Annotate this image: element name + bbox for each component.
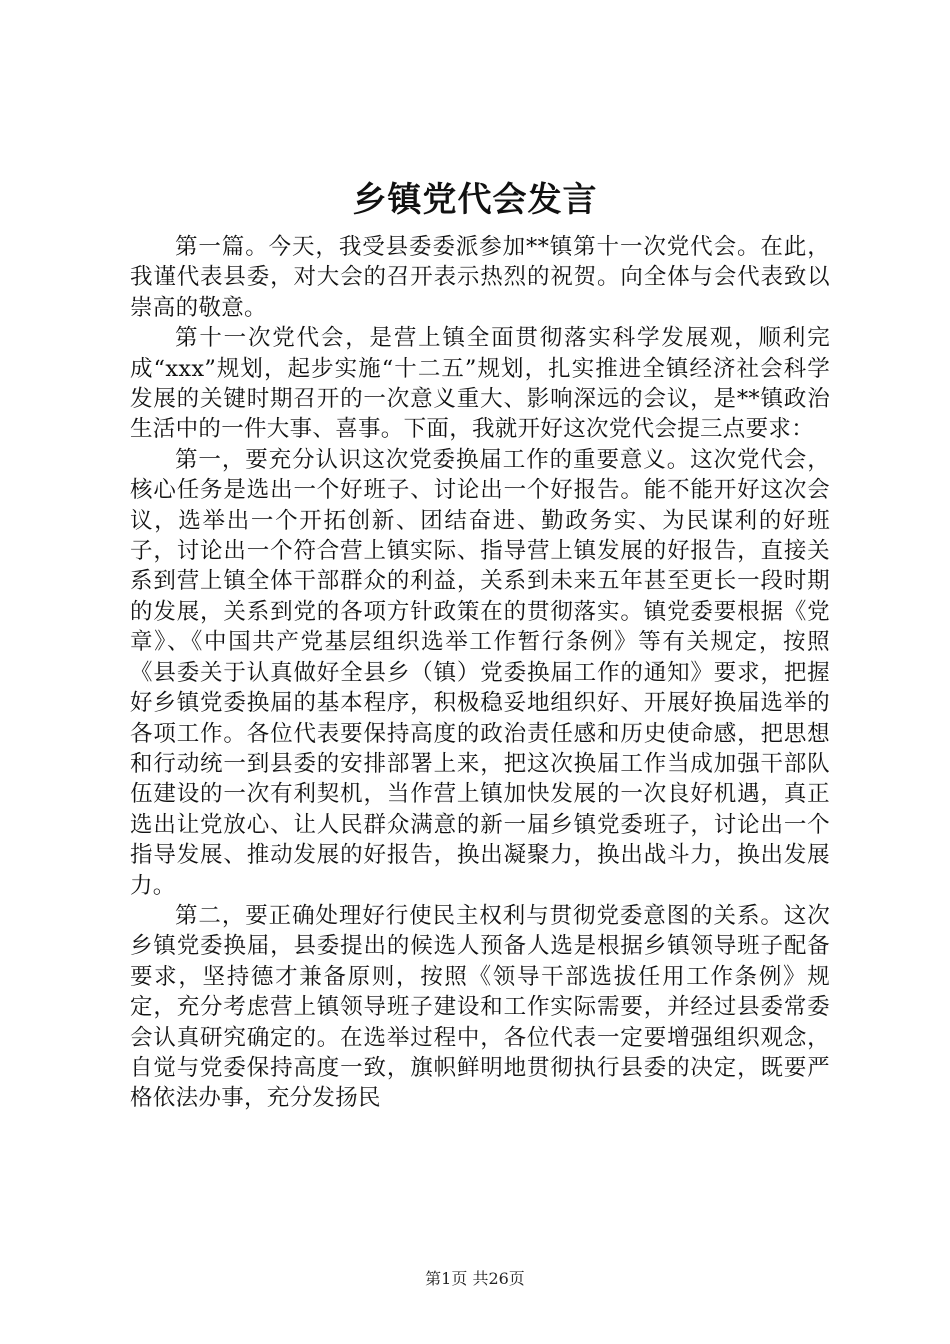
paragraph-4: 第二，要正确处理好行使民主权利与贯彻党委意图的关系。这次乡镇党委换届，县委提出的候选人预备人选是根据乡镇领导班子配备要求，坚持德才兼备原则，按照《领导干部选拔任用工作条例》规定，充分考虑营上镇领导班子建设和工作实际需要，并经过县委常委会认真研究确定的。在选举过程中，各位代表一定要增强组织观念，自觉与党委保持高度一致，旗帜鲜明地贯彻执行县委的决定，既要严格依法办事，充分发扬民 bbox=[130, 902, 830, 1112]
paragraph-1: 第一篇。今天，我受县委委派参加**镇第十一次党代会。在此，我谨代表县委，对大会的召开表示热烈的祝贺。向全体与会代表致以崇高的敬意。 bbox=[130, 234, 830, 321]
paragraph-3: 第一，要充分认识这次党委换届工作的重要意义。这次党代会，核心任务是选出一个好班子、讨论出一个好报告。能不能开好这次会议，选举出一个开拓创新、团结奋进、勤政务实、为民谋利的好班子，讨论出一个符合营上镇实际、指导营上镇发展的好报告，直接关系到营上镇全体干部群众的利益，关系到未来五年甚至更长一段时期的发展，关系到党的各项方针政策在的贯彻落实。镇党委要根据《党章》、《中国共产党基层组织选举工作暂行条例》等有关规定，按照《县委关于认真做好全县乡（镇）党委换届工作的通知》要求，把握好乡镇党委换届的基本程序，积极稳妥地组织好、开展好换届选举的各项工作。各位代表要保持高度的政治责任感和历史使命感，把思想和行动统一到县委的安排部署上来，把这次换届工作当成加强干部队伍建设的一次有利契机，当作营上镇加快发展的一次良好机遇，真正选出让党放心、让人民群众满意的新一届乡镇党委班子，讨论出一个指导发展、推动发展的好报告，换出凝聚力，换出战斗力，换出发展力。 bbox=[130, 446, 830, 899]
page-number-footer: 第1页 共26页 bbox=[425, 1269, 525, 1288]
paragraph-2: 第十一次党代会，是营上镇全面贯彻落实科学发展观，顺利完成“xxx”规划，起步实施“十二五”规划，扎实推进全镇经济社会科学发展的关键时期召开的一次意义重大、影响深远的会议，是**镇政治生活中的一件大事、喜事。下面，我就开好这次党代会提三点要求： bbox=[130, 325, 830, 443]
document-title: 乡镇党代会发言 bbox=[352, 180, 598, 220]
document-body bbox=[130, 232, 830, 1114]
